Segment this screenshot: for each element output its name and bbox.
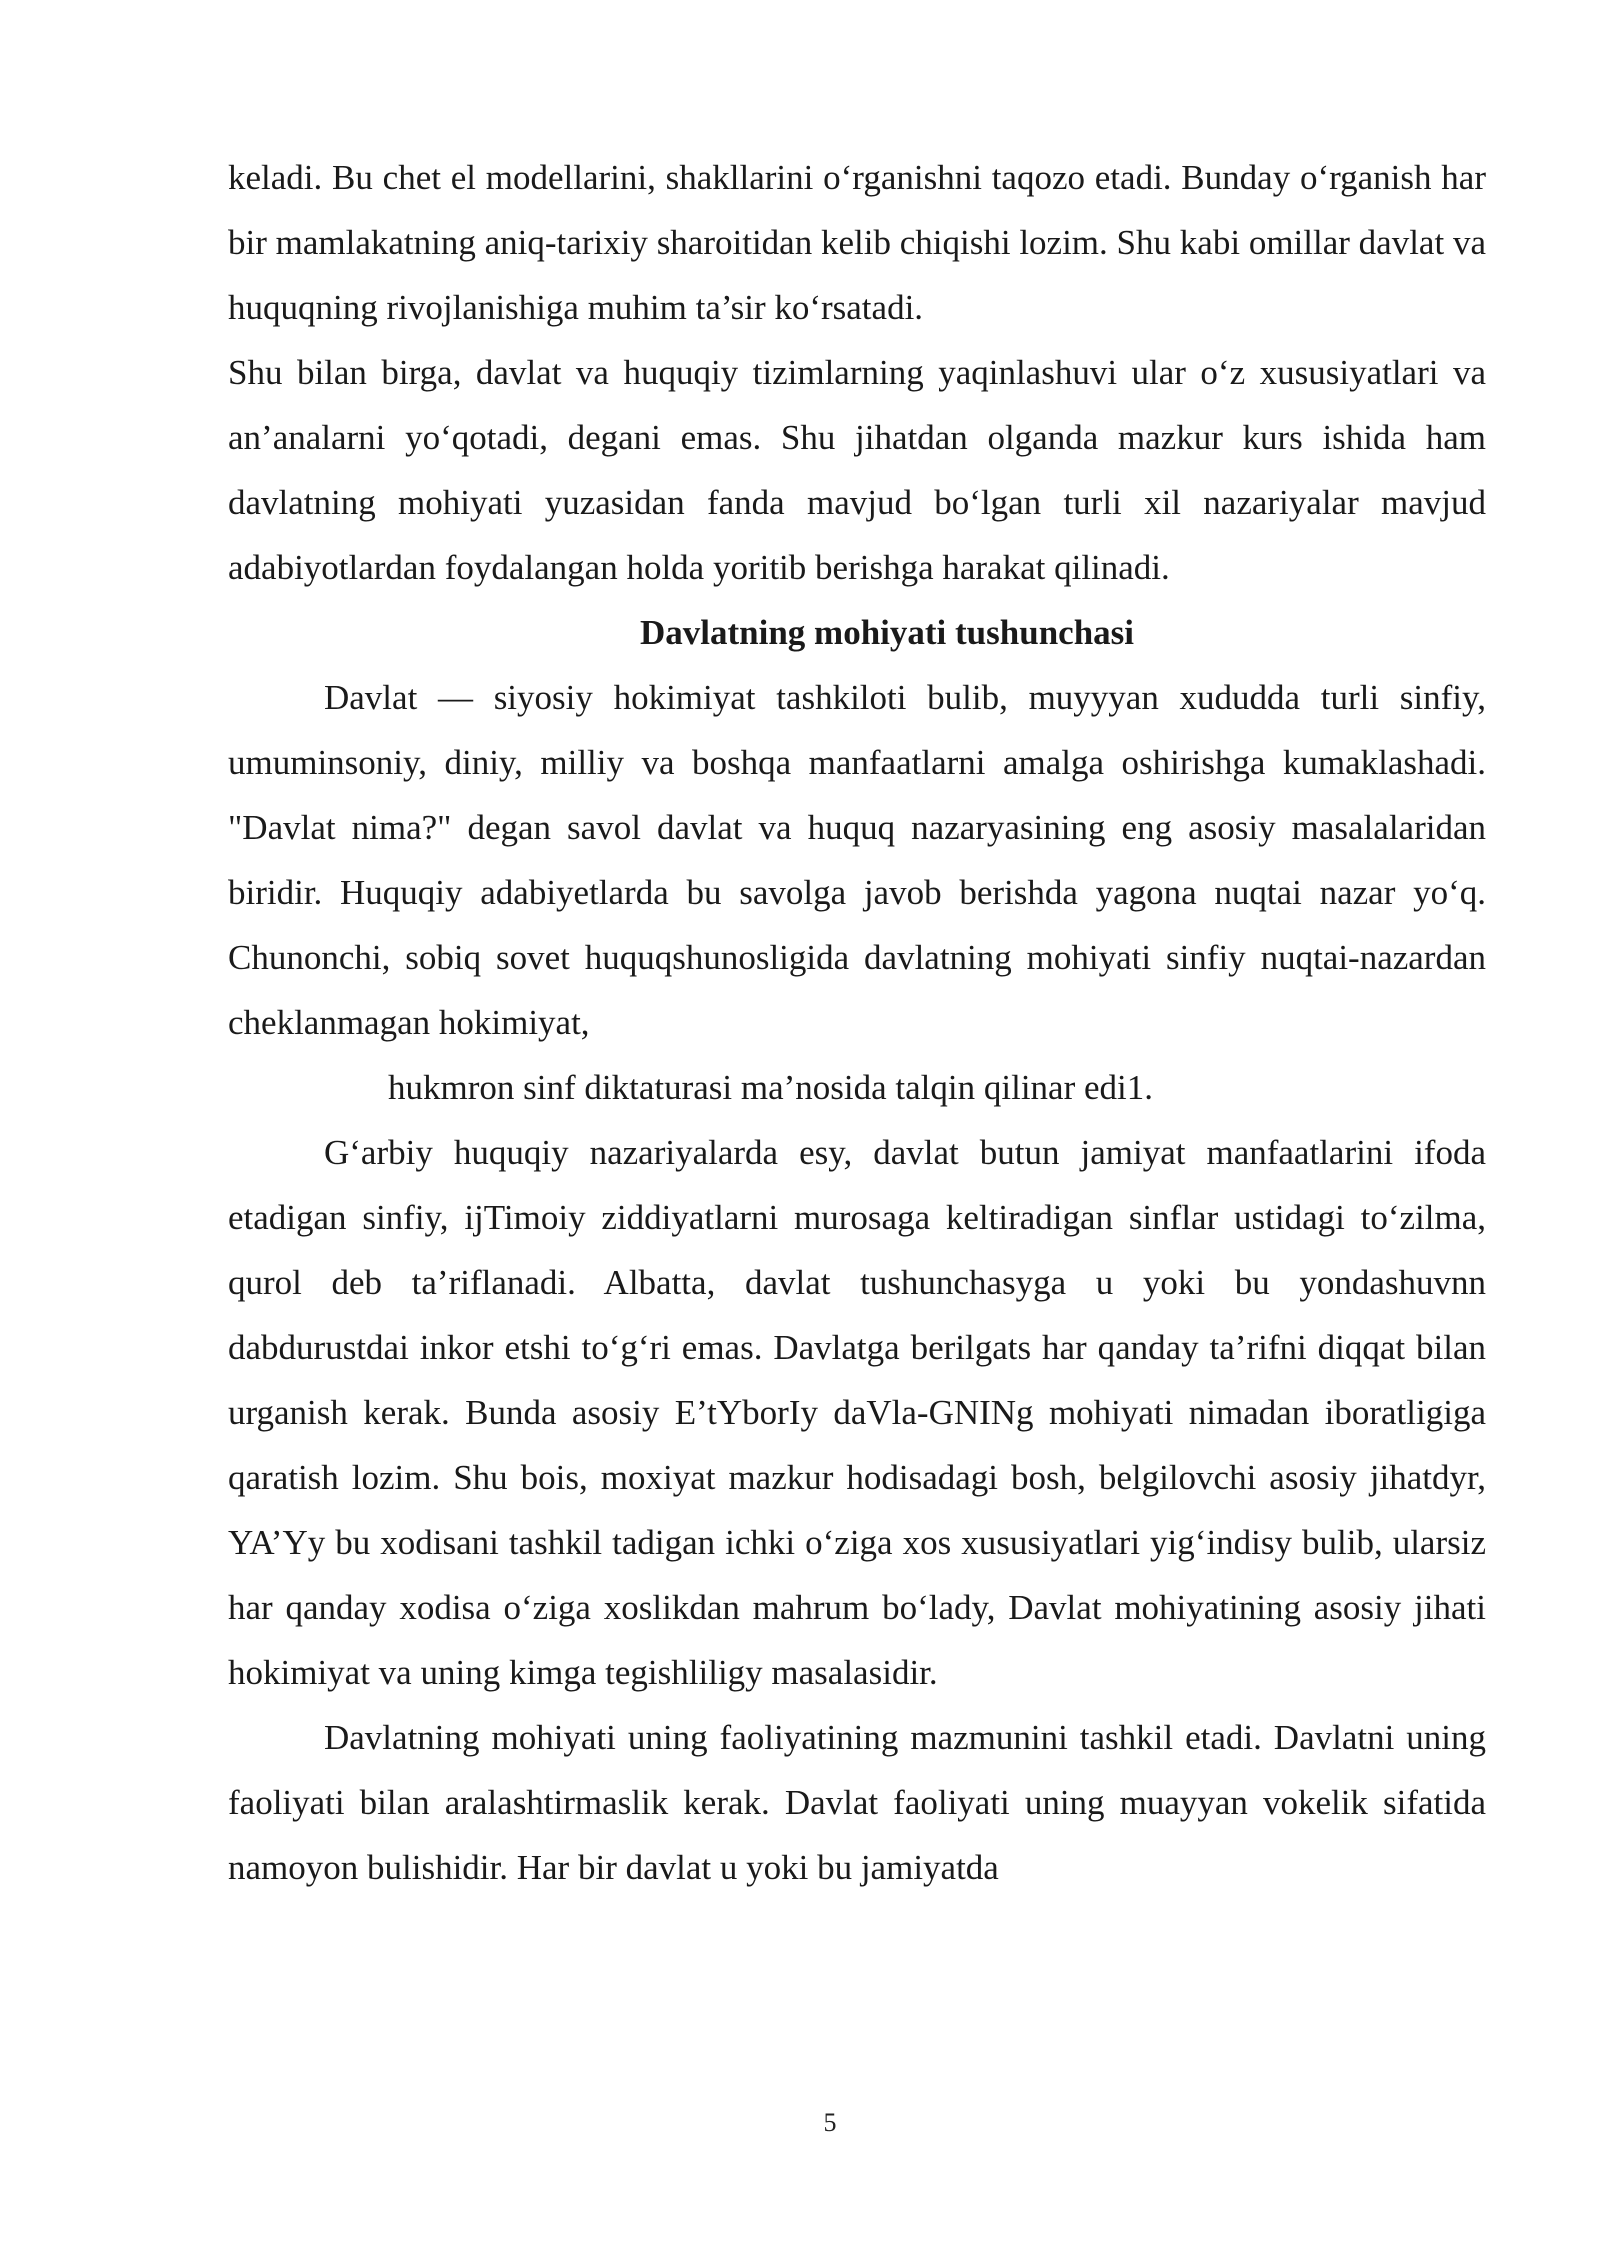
document-body [228, 145, 1486, 1900]
continuation-line: hukmron sinf diktaturasi ma’nosida talqin qilinar edi1. [388, 1068, 1153, 1107]
paragraph-intro: keladi. Bu chet el modellarini, shakllarini o‘rganishni taqozo etadi. Bunday o‘rganish har bir mamlakatning aniq-tarixiy sharoitidan kelib chiqishi lozim. Shu kabi omillar davlat va huquqning rivojlanishiga muhim ta’sir ko‘rsatadi. [228, 158, 1486, 327]
paragraph-continuation [228, 1055, 1486, 1120]
paragraph-western-theories: G‘arbiy huquqiy nazariyalarda esy, davlat butun jamiyat manfaatlarini ifoda etadigan sinfiy, ijTimoiy ziddiyatlarni murosaga keltiradigan sinflar ustidagi to‘zilma, qurol deb ta’riflanadi. Albatta, davlat tushunchasyga u yoki bu yondashuvnn dabdurustdai inkor etshi to‘g‘ri emas. Davlatga berilgats har qanday ta’rifni diqqat bilan urganish kerak. Bunda asosiy E’tYborIy daVla-GNINg mohiyati nimadan iboratligiga qaratish lozim. Shu bois, moxiyat mazkur hodisadagi bosh, belgilovchi asosiy jihatdyr, YA’Yy bu xodisani tashkil tadigan ichki o‘ziga xos xususiyatlari yig‘indisy bulib, ularsiz har qanday xodisa o‘ziga xoslikdan mahrum bo‘lady, Davlat mohiyatining asosiy jihati hokimiyat va uning kimga tegishliligy masalasidir. [228, 1133, 1486, 1692]
paragraph-convergence: Shu bilan birga, davlat va huquqiy tizimlarning yaqinlashuvi ular o‘z xususiyatlari va an’analarni yo‘qotadi, degani emas. Shu jihatdan olganda mazkur kurs ishida ham davlatning mohiyati yuzasidan fanda mavjud bo‘lgan turli xil nazariyalar mavjud adabiyotlardan foydalangan holda yoritib berishga harakat qilinadi. [228, 353, 1486, 587]
section-heading: Davlatning mohiyati tushunchasi [639, 613, 1135, 652]
page-number: 5 [823, 2108, 837, 2137]
paragraph-activity: Davlatning mohiyati uning faoliyatining mazmunini tashkil etadi. Davlatni uning faoliyati bilan aralashtirmaslik kerak. Davlat faoliyati uning muayyan vokelik sifatida namoyon bulishidir. Har bir davlat u yoki bu jamiyatda [228, 1718, 1486, 1887]
paragraph-definition: Davlat — siyosiy hokimiyat tashkiloti bulib, muyyyan xududda turli sinfiy, umuminsoniy, diniy, milliy va boshqa manfaatlarni amalga oshirishga kumaklashadi. "Davlat nima?" degan savol davlat va huquq nazaryasining eng asosiy masalalaridan biridir. Huquqiy adabiyetlarda bu savolga javob berishda yagona nuqtai nazar yo‘q. Chunonchi, sobiq sovet huquqshunosligida davlatning mohiyati sinfiy nuqtai-nazardan cheklanmagan hokimiyat, [228, 678, 1486, 1042]
